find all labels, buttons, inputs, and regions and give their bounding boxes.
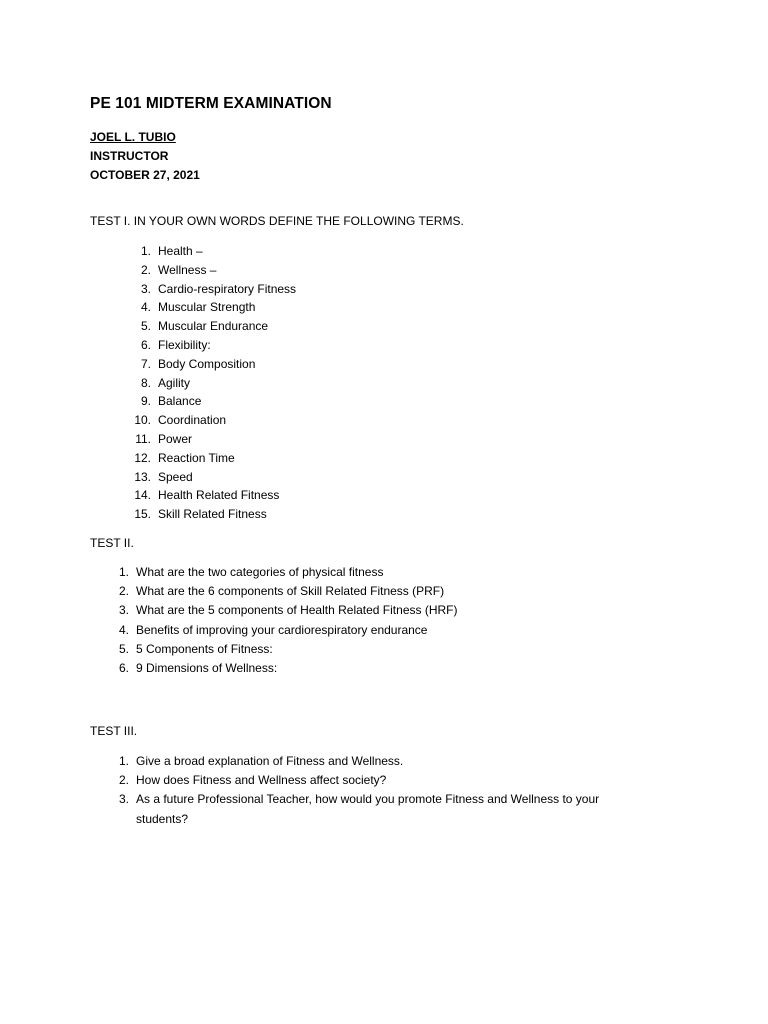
test2-item-number: 6.	[118, 660, 129, 675]
test1-item-text: Muscular Strength	[158, 300, 256, 315]
test3-list	[118, 752, 636, 829]
test2-item-number: 5.	[118, 641, 129, 656]
test1-item-number: 6.	[140, 337, 151, 352]
test1-item	[134, 468, 296, 487]
test2-item	[118, 582, 457, 601]
test1-item	[135, 430, 296, 449]
test1-item	[140, 261, 296, 280]
test1-item	[134, 411, 296, 430]
test2-item	[118, 659, 457, 678]
test2-item-text: Benefits of improving your cardiorespiratory endurance	[136, 622, 428, 637]
test1-item-text: Muscular Endurance	[158, 319, 269, 334]
test2-heading: TEST II.	[90, 536, 134, 550]
test1-item	[140, 374, 296, 393]
test3-item-text: As a future Professional Teacher, how would you promote Fitness and Wellness to your students?	[136, 792, 600, 826]
instructor-role: INSTRUCTOR	[90, 149, 169, 163]
test1-item-text: Health –	[158, 244, 203, 258]
test1-item-text: Power	[158, 431, 193, 446]
test2-list	[118, 563, 458, 678]
page-title: PE 101 MIDTERM EXAMINATION	[90, 95, 332, 112]
test1-item	[140, 336, 296, 355]
test1-item-number: 2.	[140, 262, 151, 277]
test3-heading: TEST III.	[90, 724, 138, 738]
test1-item-number: 5.	[140, 319, 151, 334]
test2-item-number: 2.	[118, 584, 129, 599]
test1-item	[134, 449, 296, 468]
test1-item	[140, 317, 296, 336]
test1-item-text: Skill Related Fitness	[158, 507, 267, 522]
test1-item-text: Balance	[158, 394, 202, 409]
test1-item-text: Cardio-respiratory Fitness	[158, 281, 297, 296]
test3-item-number: 2.	[118, 773, 129, 788]
test1-list	[134, 242, 297, 524]
test3-item-number: 3.	[118, 792, 129, 807]
test1-item-number: 1.	[140, 244, 151, 258]
test1-item	[134, 505, 296, 524]
instructor-name: JOEL L. TUBIO	[90, 130, 176, 144]
test1-item-text: Health Related Fitness	[158, 488, 280, 503]
test1-item-number: 13.	[134, 469, 151, 484]
test3-item-text: How does Fitness and Wellness affect society?	[136, 773, 387, 788]
test3-item-text: Give a broad explanation of Fitness and Wellness.	[136, 754, 404, 768]
test1-item	[140, 355, 296, 374]
test2-item-text: 9 Dimensions of Wellness:	[136, 660, 278, 675]
exam-date: OCTOBER 27, 2021	[90, 168, 200, 182]
test1-item-text: Wellness –	[158, 262, 217, 277]
test1-item-number: 9.	[140, 394, 151, 409]
test1-item-text: Body Composition	[158, 356, 256, 371]
test1-item-text: Coordination	[158, 413, 227, 428]
test1-item-text: Agility	[158, 375, 191, 390]
test1-item-number: 14.	[134, 488, 151, 503]
test1-item-text: Reaction Time	[158, 450, 235, 465]
test2-item-number: 3.	[118, 603, 129, 618]
test1-item-number: 4.	[140, 300, 151, 315]
test1-item-number: 15.	[134, 507, 151, 522]
test1-item-number: 12.	[134, 450, 151, 465]
test2-item-text: What are the 6 components of Skill Related Fitness (PRF)	[136, 584, 445, 599]
test2-item	[118, 640, 457, 659]
test3-item	[118, 752, 636, 771]
test3-item-number: 1.	[118, 754, 129, 768]
test2-item-text: What are the 5 components of Health Related Fitness (HRF)	[136, 603, 458, 618]
test1-item-number: 3.	[140, 281, 151, 296]
test1-item-text: Flexibility:	[158, 337, 211, 352]
test1-item	[140, 392, 296, 411]
test2-item-number: 4.	[118, 622, 129, 637]
test2-item	[118, 563, 457, 582]
test2-item-number: 1.	[118, 565, 129, 579]
test1-item-number: 11.	[135, 431, 151, 446]
test2-item-text: 5 Components of Fitness:	[136, 641, 273, 656]
test1-item-text: Speed	[158, 469, 193, 484]
test1-item-number: 8.	[140, 375, 151, 390]
test2-item-text: What are the two categories of physical fitness	[136, 565, 384, 579]
test1-item-number: 10.	[134, 413, 151, 428]
test1-item	[134, 486, 296, 505]
test3-item	[118, 771, 636, 790]
test1-item	[140, 298, 296, 317]
test2-item	[118, 621, 457, 640]
test1-item	[140, 280, 297, 299]
test2-item	[118, 601, 458, 620]
test1-item	[140, 242, 296, 261]
test1-item-number: 7.	[140, 356, 151, 371]
test1-heading: TEST I. IN YOUR OWN WORDS DEFINE THE FOLLOWING TERMS.	[90, 214, 464, 228]
test3-item	[118, 790, 636, 828]
